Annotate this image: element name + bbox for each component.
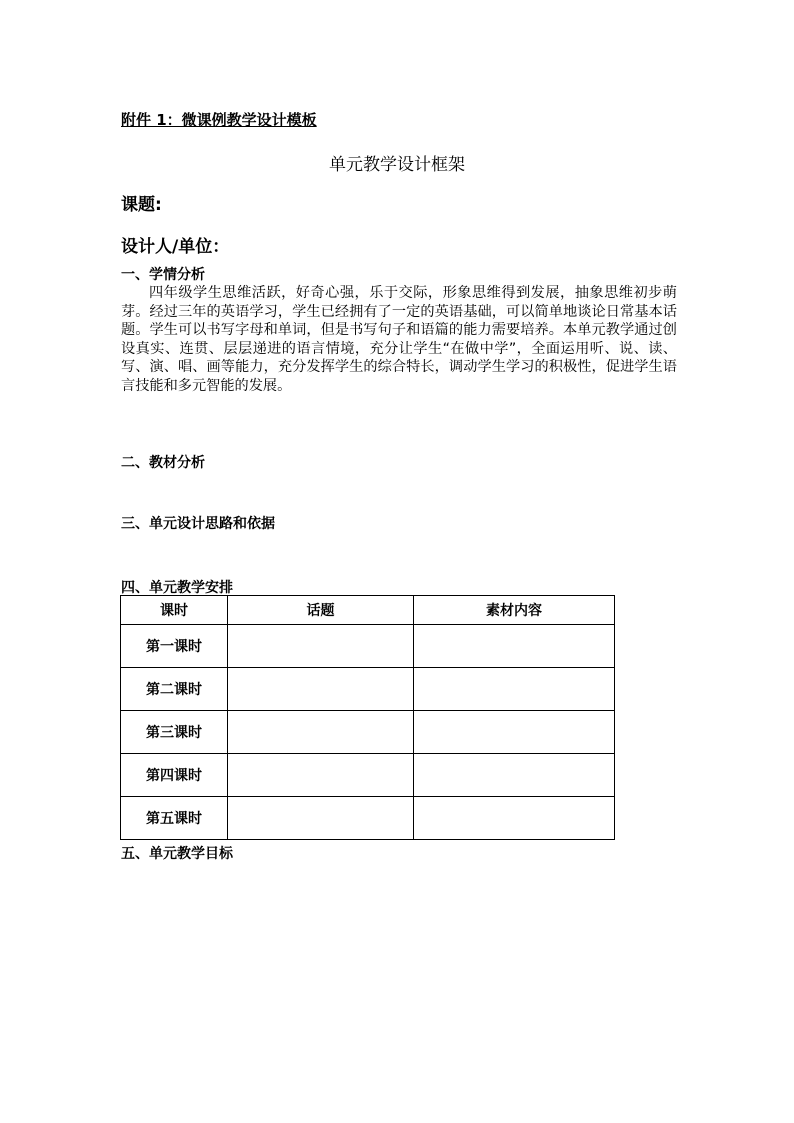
material-cell[interactable]	[414, 711, 615, 754]
designer-field-label: 设计人/单位：	[121, 237, 230, 257]
topic-cell[interactable]	[228, 625, 414, 668]
topic-cell[interactable]	[228, 754, 414, 797]
header-topic: 话题	[228, 596, 414, 625]
lesson-cell: 第四课时	[121, 754, 228, 797]
topic-field-label: 课题:	[121, 195, 162, 215]
material-cell[interactable]	[414, 668, 615, 711]
document-title: 单元教学设计框架	[329, 155, 465, 175]
table-row	[121, 668, 615, 711]
table-row	[121, 625, 615, 668]
table-row	[121, 797, 615, 840]
topic-cell[interactable]	[228, 668, 414, 711]
attachment-label: 附件 1：微课例教学设计模板	[121, 111, 317, 129]
material-cell[interactable]	[414, 797, 615, 840]
section-heading-learner-analysis: 一、学情分析	[121, 267, 205, 283]
material-cell[interactable]	[414, 754, 615, 797]
unit-schedule-table	[120, 595, 615, 840]
table-row	[121, 754, 615, 797]
topic-cell[interactable]	[228, 711, 414, 754]
section-heading-textbook-analysis: 二、教材分析	[121, 455, 205, 471]
learner-analysis-paragraph: 四年级学生思维活跃，好奇心强，乐于交际，形象思维得到发展，抽象思维初步萌芽。经过三年的英语学习，学生已经拥有了一定的英语基础，可以简单地谈论日常基本话题。学生可以书写字母和单词，但是书写句子和语篇的能力需要培养。本单元教学通过创设真实、连贯、层层递进的语言情境，充分让学生“在做中学”，全面运用听、说、读、写、演、唱、画等能力，充分发挥学生的综合特长，调动学生学习的积极性，促进学生语言技能和多元智能的发展。	[121, 285, 677, 394]
lesson-cell: 第五课时	[121, 797, 228, 840]
lesson-cell: 第一课时	[121, 625, 228, 668]
table-row	[121, 711, 615, 754]
header-material: 素材内容	[414, 596, 615, 625]
section-heading-unit-schedule: 四、单元教学安排	[121, 580, 233, 596]
section-heading-design-rationale: 三、单元设计思路和依据	[121, 516, 275, 532]
header-lesson: 课时	[121, 596, 228, 625]
lesson-cell: 第三课时	[121, 711, 228, 754]
topic-cell[interactable]	[228, 797, 414, 840]
section-heading-unit-objectives: 五、单元教学目标	[121, 846, 233, 862]
material-cell[interactable]	[414, 625, 615, 668]
table-header-row	[121, 596, 615, 625]
lesson-cell: 第二课时	[121, 668, 228, 711]
